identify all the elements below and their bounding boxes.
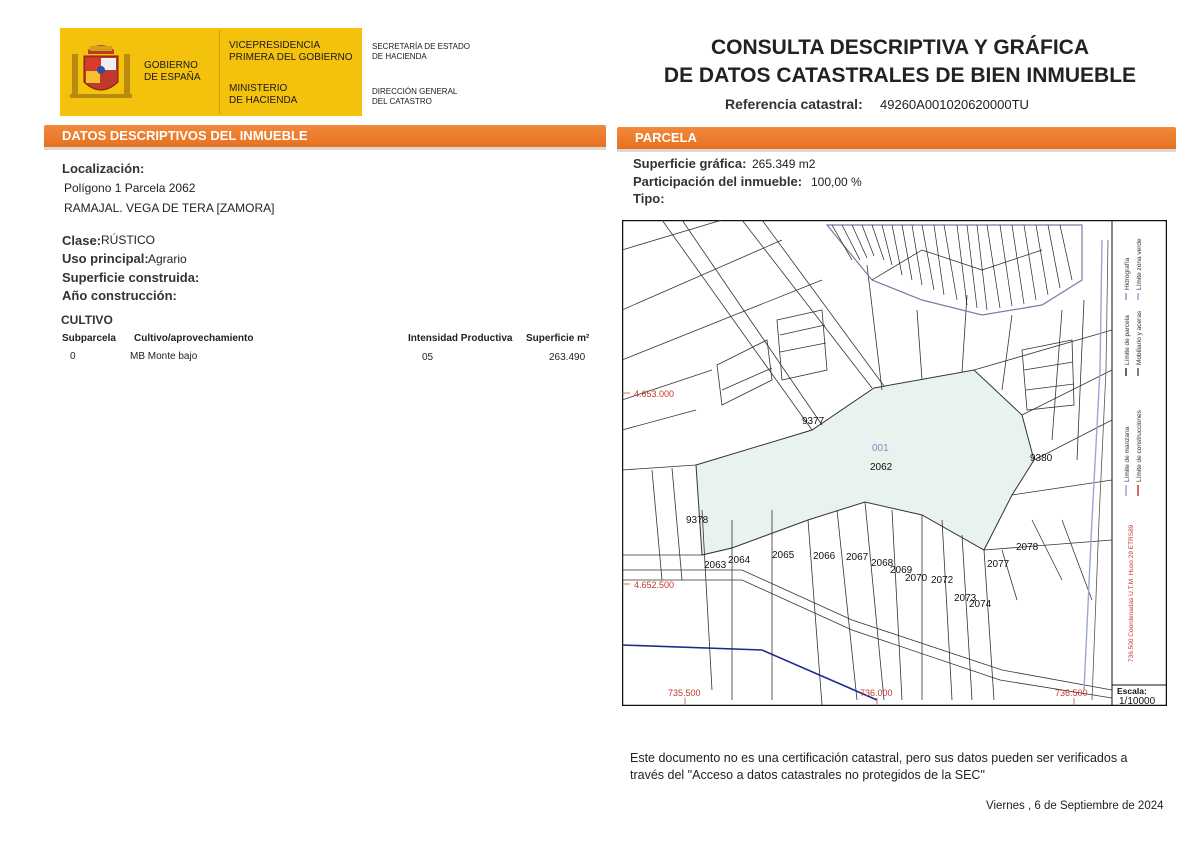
- row-cultivo: MB Monte bajo: [130, 351, 198, 362]
- parcel-label: 2066: [813, 551, 836, 562]
- legend-manzana: Límite de manzana: [1124, 426, 1131, 482]
- parcel-label: 2063: [704, 560, 727, 571]
- legend-parcela: Límite de parcela: [1124, 315, 1131, 365]
- document-date: Viernes , 6 de Septiembre de 2024: [986, 800, 1164, 812]
- coord-y1-label: 4.653.000: [634, 389, 675, 399]
- document-title: CONSULTA DESCRIPTIVA Y GRÁFICA DE DATOS CATASTRALES DE BIEN INMUEBLE: [663, 36, 1137, 87]
- col-cultivo: Cultivo/aprovechamiento: [134, 333, 254, 344]
- clase-value: RÚSTICO: [101, 233, 155, 247]
- parcel-label: 2070: [905, 573, 928, 584]
- coord-x3-label: 736.500: [1055, 688, 1088, 698]
- ref-catastral-value: 49260A001020620000TU: [880, 97, 1029, 112]
- clase-label: Clase:: [62, 233, 102, 248]
- coord-x1-label: 735.500: [668, 688, 701, 698]
- coord-x2-label: 736.000: [860, 688, 893, 698]
- row-subparcela: 0: [70, 351, 76, 362]
- parcel-label: 2073: [954, 593, 977, 604]
- section-divider: [617, 149, 1176, 152]
- legend-hidrografia: Hidrografía: [1124, 257, 1131, 290]
- escala-label: Escala:: [1117, 686, 1147, 696]
- uso-value: Agrario: [148, 252, 187, 266]
- legend-zona-verde: Límite zona verde: [1136, 238, 1143, 290]
- parcel-label: 9380: [1030, 453, 1053, 464]
- col-subparcela: Subparcela: [62, 333, 116, 344]
- vicepresidencia-text: VICEPRESIDENCIA PRIMERA DEL GOBIERNO: [229, 40, 353, 63]
- parcel-label: 2072: [931, 575, 954, 586]
- disclaimer-notice: Este documento no es una certificación catastral, pero sus datos pueden ser verificados a través del "Acceso a datos catastrales no protegidos de la SEC": [630, 751, 1128, 782]
- descriptivos-heading: DATOS DESCRIPTIVOS DEL INMUEBLE: [44, 125, 606, 147]
- localizacion-label: Localización:: [62, 161, 145, 176]
- superficie-grafica-value: 265.349 m2: [752, 157, 816, 171]
- cadastral-map: [622, 220, 1167, 706]
- superficie-construida-label: Superficie construida:: [62, 270, 200, 285]
- escala-value: 1/10000: [1119, 696, 1156, 706]
- anio-construccion-label: Año construcción:: [62, 288, 177, 303]
- coord-y2-label: 4.652.500: [634, 580, 675, 590]
- secretaria-text: SECRETARÍA DE ESTADO DE HACIENDA: [372, 42, 470, 61]
- parcel-label: 2069: [890, 565, 913, 576]
- parcel-label: 2078: [1016, 542, 1039, 553]
- parcel-label: 2067: [846, 552, 869, 563]
- row-intensidad: 05: [422, 352, 434, 363]
- parcel-label: 2065: [772, 550, 795, 561]
- col-intensidad: Intensidad Productiva: [408, 333, 513, 344]
- ministerio-text: MINISTERIO DE HACIENDA: [229, 83, 298, 106]
- parcel-label: 9377: [802, 416, 825, 427]
- parcela-heading: PARCELA: [617, 127, 1176, 149]
- localizacion-line1: Polígono 1 Parcela 2062: [64, 181, 196, 195]
- parcel-label: 9378: [686, 515, 709, 526]
- main-parcel-label: 2062: [870, 462, 893, 473]
- logo-divider: [219, 30, 220, 114]
- direccion-text: DIRECCIÓN GENERAL DEL CATASTRO: [372, 87, 458, 106]
- parcel-label: 2074: [969, 599, 992, 610]
- tipo-label: Tipo:: [633, 191, 665, 206]
- legend-mobiliario: Mobiliario y aceras: [1136, 310, 1143, 365]
- legend-coords-note: 736.500 Coordenadas U.T.M. Huso 29 ETRS89: [1128, 524, 1135, 662]
- parcel-label: 2077: [987, 559, 1010, 570]
- legend-construcciones: Límite de construcciones: [1136, 410, 1143, 482]
- participacion-label: Participación del inmueble:: [633, 174, 803, 189]
- cultivo-heading: CULTIVO: [61, 313, 113, 327]
- uso-label: Uso principal:: [62, 251, 149, 266]
- section-divider: [44, 147, 606, 150]
- row-superficie: 263.490: [549, 352, 586, 363]
- localizacion-line2: RAMAJAL. VEGA DE TERA [ZAMORA]: [64, 201, 275, 215]
- gobierno-text: GOBIERNO DE ESPAÑA: [144, 60, 201, 83]
- ref-catastral-label: Referencia catastral:: [725, 96, 863, 112]
- col-superficie: Superficie m²: [526, 333, 590, 344]
- parcel-label: 2068: [871, 558, 894, 569]
- participacion-value: 100,00 %: [811, 175, 862, 189]
- parcel-label: 2064: [728, 555, 751, 566]
- coat-of-arms-icon: [68, 36, 134, 104]
- subparcel-label: 001: [872, 443, 889, 454]
- superficie-grafica-label: Superficie gráfica:: [633, 156, 747, 171]
